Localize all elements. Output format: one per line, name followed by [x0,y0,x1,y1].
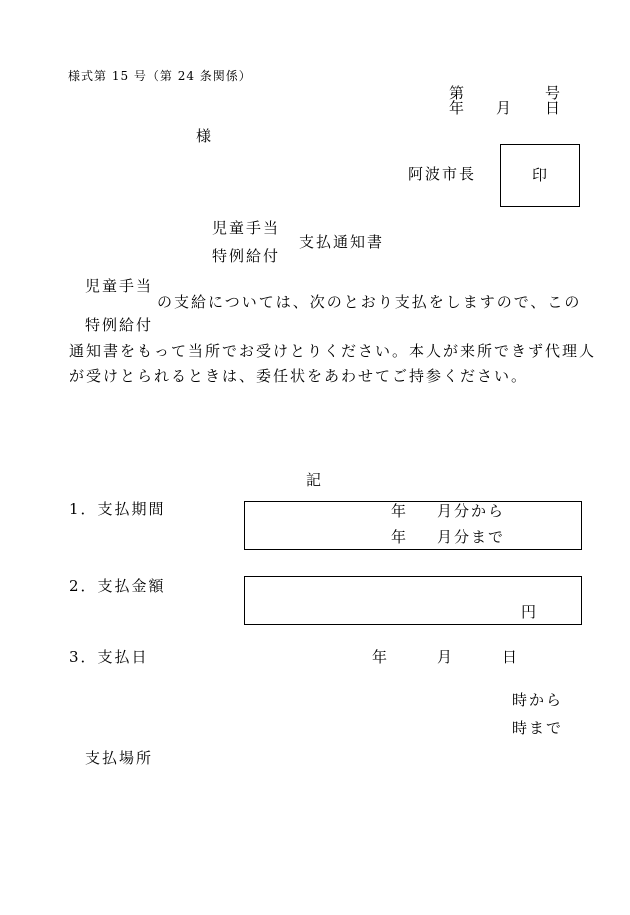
payment-time-to: 時まで [512,719,564,737]
payment-date-month: 月 [437,648,453,666]
page-title: 支払通知書 [299,233,385,251]
issuer-name: 阿波市長 [408,165,477,183]
seal-box [500,144,580,207]
amount-unit: 円 [521,603,537,621]
period-to-month: 月分まで [437,528,506,546]
title-option-child-allowance: 児童手当 [212,219,281,237]
payment-period-box [244,501,582,550]
body-line-3: が受けとられるときは、委任状をあわせてご持参ください。 [69,367,529,385]
payment-amount-box [244,576,582,625]
body-option-child-allowance: 児童手当 [85,277,154,295]
body-option-special-benefit: 特例給付 [85,316,154,334]
payment-date-label: 3．支払日 [69,648,149,666]
period-from-year: 年 [391,502,407,520]
payment-period-label: 1．支払期間 [69,500,166,518]
issue-year-label: 年 [449,99,465,117]
body-line-1: の支給については、次のとおり支払をしますので、この [157,293,582,311]
period-from-month: 月分から [437,502,506,520]
recipient-honorific: 様 [196,127,212,145]
period-to-year: 年 [391,528,407,546]
payment-date-day: 日 [502,648,518,666]
document-number-prefix: 第 [449,84,465,102]
payment-amount-label: 2．支払金額 [69,577,166,595]
ki-heading: 記 [306,471,322,489]
body-line-2: 通知書をもって当所でお受けとりください。本人が来所できず代理人 [69,342,597,360]
payment-date-year: 年 [372,648,388,666]
seal-label: 印 [532,166,548,184]
issue-month-label: 月 [496,99,512,117]
document-number-suffix: 号 [545,84,561,102]
payment-place-label: 支払場所 [85,749,154,767]
form-number: 様式第 15 号（第 24 条関係） [68,69,252,83]
payment-time-from: 時から [512,691,564,709]
title-option-special-benefit: 特例給付 [212,247,281,265]
issue-day-label: 日 [545,99,561,117]
